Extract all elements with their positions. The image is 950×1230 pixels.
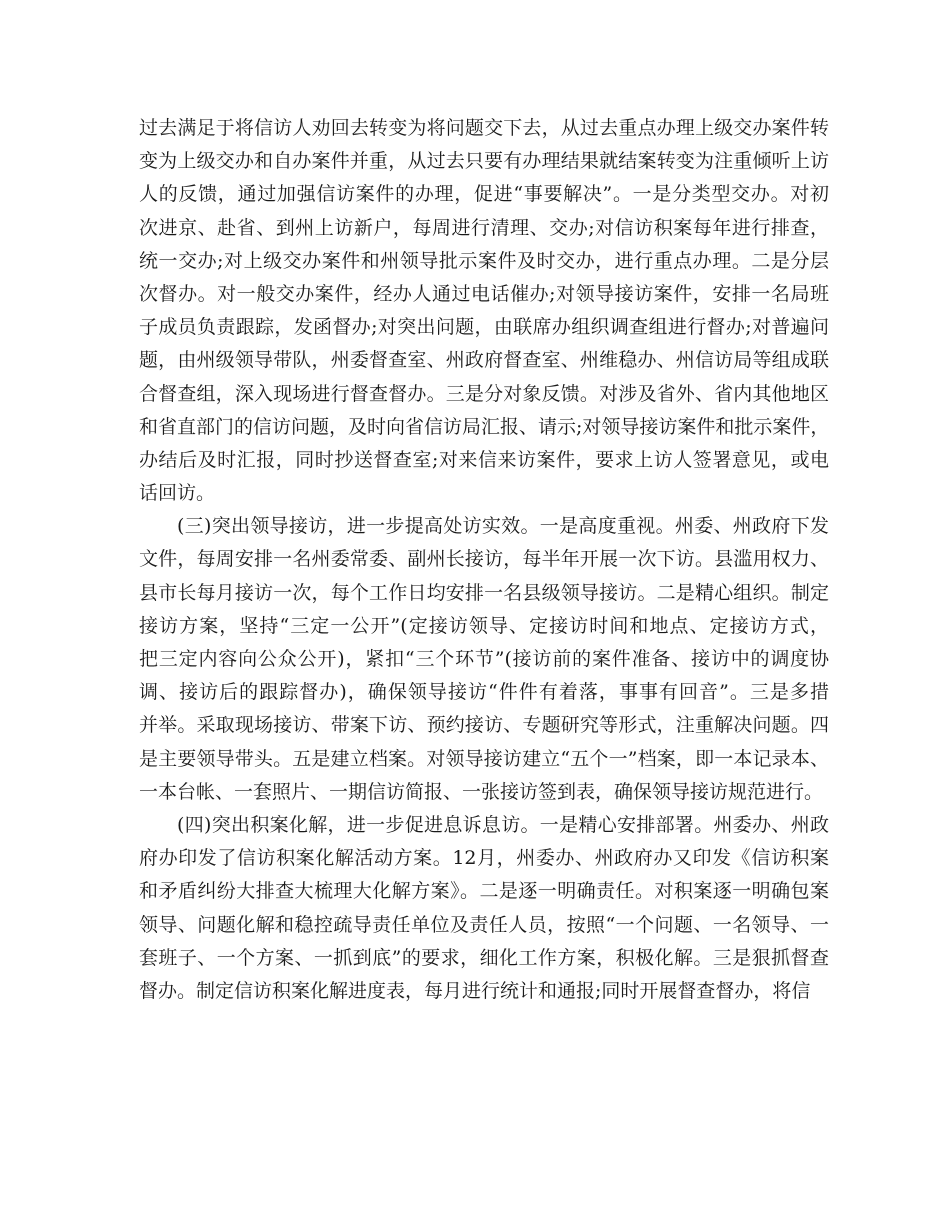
text-line: 题，由州级领导带队，州委督查室、州政府督查室、州维稳办、州信访局等组成联 bbox=[139, 349, 829, 372]
text-line: 人的反馈，通过加强信访案件的办理，促进“事要解决”。一是分类型交办。对初 bbox=[139, 183, 829, 206]
text-line: 府办印发了信访积案化解活动方案。12月，州委办、州政府办又印发《信访积案 bbox=[139, 847, 829, 870]
text-line: 次进京、赴省、到州上访新户，每周进行清理、交办;对信访积案每年进行排查， bbox=[139, 216, 829, 239]
text-line: 和省直部门的信访问题，及时向省信访局汇报、请示;对领导接访案件和批示案件， bbox=[139, 415, 830, 438]
paragraph bbox=[139, 809, 829, 1008]
text-line: 办结后及时汇报，同时抄送督查室;对来信来访案件，要求上访人签署意见，或电 bbox=[139, 448, 829, 471]
text-line: 和矛盾纠纷大排查大梳理大化解方案》。二是逐一明确责任。对积案逐一明确包案 bbox=[139, 880, 829, 903]
text-line: 接访方案，坚持“三定一公开”(定接访领导、定接访时间和地点、定接访方式， bbox=[139, 614, 829, 637]
text-line: 一本台帐、一套照片、一期信访简报、一张接访签到表，确保领导接访规范进行。 bbox=[139, 780, 824, 803]
text-line: 合督查组，深入现场进行督查督办。三是分对象反馈。对涉及省外、省内其他地区 bbox=[139, 382, 829, 405]
text-line: 变为上级交办和自办案件并重，从过去只要有办理结果就结案转变为注重倾听上访 bbox=[139, 150, 829, 173]
text-line: 把三定内容向公众公开)，紧扣“三个环节”(接访前的案件准备、接访中的调度协 bbox=[139, 648, 829, 670]
text-line: 并举。采取现场接访、带案下访、预约接访、专题研究等形式，注重解决问题。四 bbox=[139, 714, 829, 737]
text-line: 套班子、一个方案、一抓到底”的要求，细化工作方案，积极化解。三是狠抓督查 bbox=[139, 946, 829, 969]
text-line: 次督办。对一般交办案件，经办人通过电话催办;对领导接访案件，安排一名局班 bbox=[139, 282, 829, 305]
text-line: 是主要领导带头。五是建立档案。对领导接访建立“五个一”档案，即一本记录本、 bbox=[139, 747, 829, 770]
text-line: 子成员负责跟踪，发函督办;对突出问题，由联席办组织调查组进行督办;对普遍问 bbox=[139, 316, 829, 339]
paragraph bbox=[139, 510, 829, 809]
text-line: 统一交办;对上级交办案件和州领导批示案件及时交办，进行重点办理。二是分层 bbox=[139, 249, 829, 272]
text-line: 县市长每月接访一次，每个工作日均安排一名县级领导接访。二是精心组织。制定 bbox=[139, 581, 829, 604]
text-line: 文件，每周安排一名州委常委、副州长接访，每半年开展一次下访。县滥用权力、 bbox=[139, 548, 829, 571]
text-line: 过去满足于将信访人劝回去转变为将问题交下去，从过去重点办理上级交办案件转 bbox=[139, 117, 829, 139]
body-text bbox=[139, 112, 829, 1008]
paragraph bbox=[139, 112, 829, 510]
text-line: 领导、问题化解和稳控疏导责任单位及责任人员，按照“一个问题、一名领导、一 bbox=[139, 913, 829, 936]
text-line: 督办。制定信访积案化解进度表，每月进行统计和通报;同时开展督查督办，将信 bbox=[139, 979, 811, 1002]
text-line: 调、接访后的跟踪督办)，确保领导接访“件件有着落，事事有回音”。三是多措 bbox=[139, 681, 829, 704]
text-line: (三)突出领导接访，进一步提高处访实效。一是高度重视。州委、州政府下发 bbox=[177, 515, 829, 538]
text-line: 话回访。 bbox=[139, 482, 216, 505]
text-line: (四)突出积案化解，进一步促进息诉息访。一是精心安排部署。州委办、州政 bbox=[177, 813, 829, 836]
